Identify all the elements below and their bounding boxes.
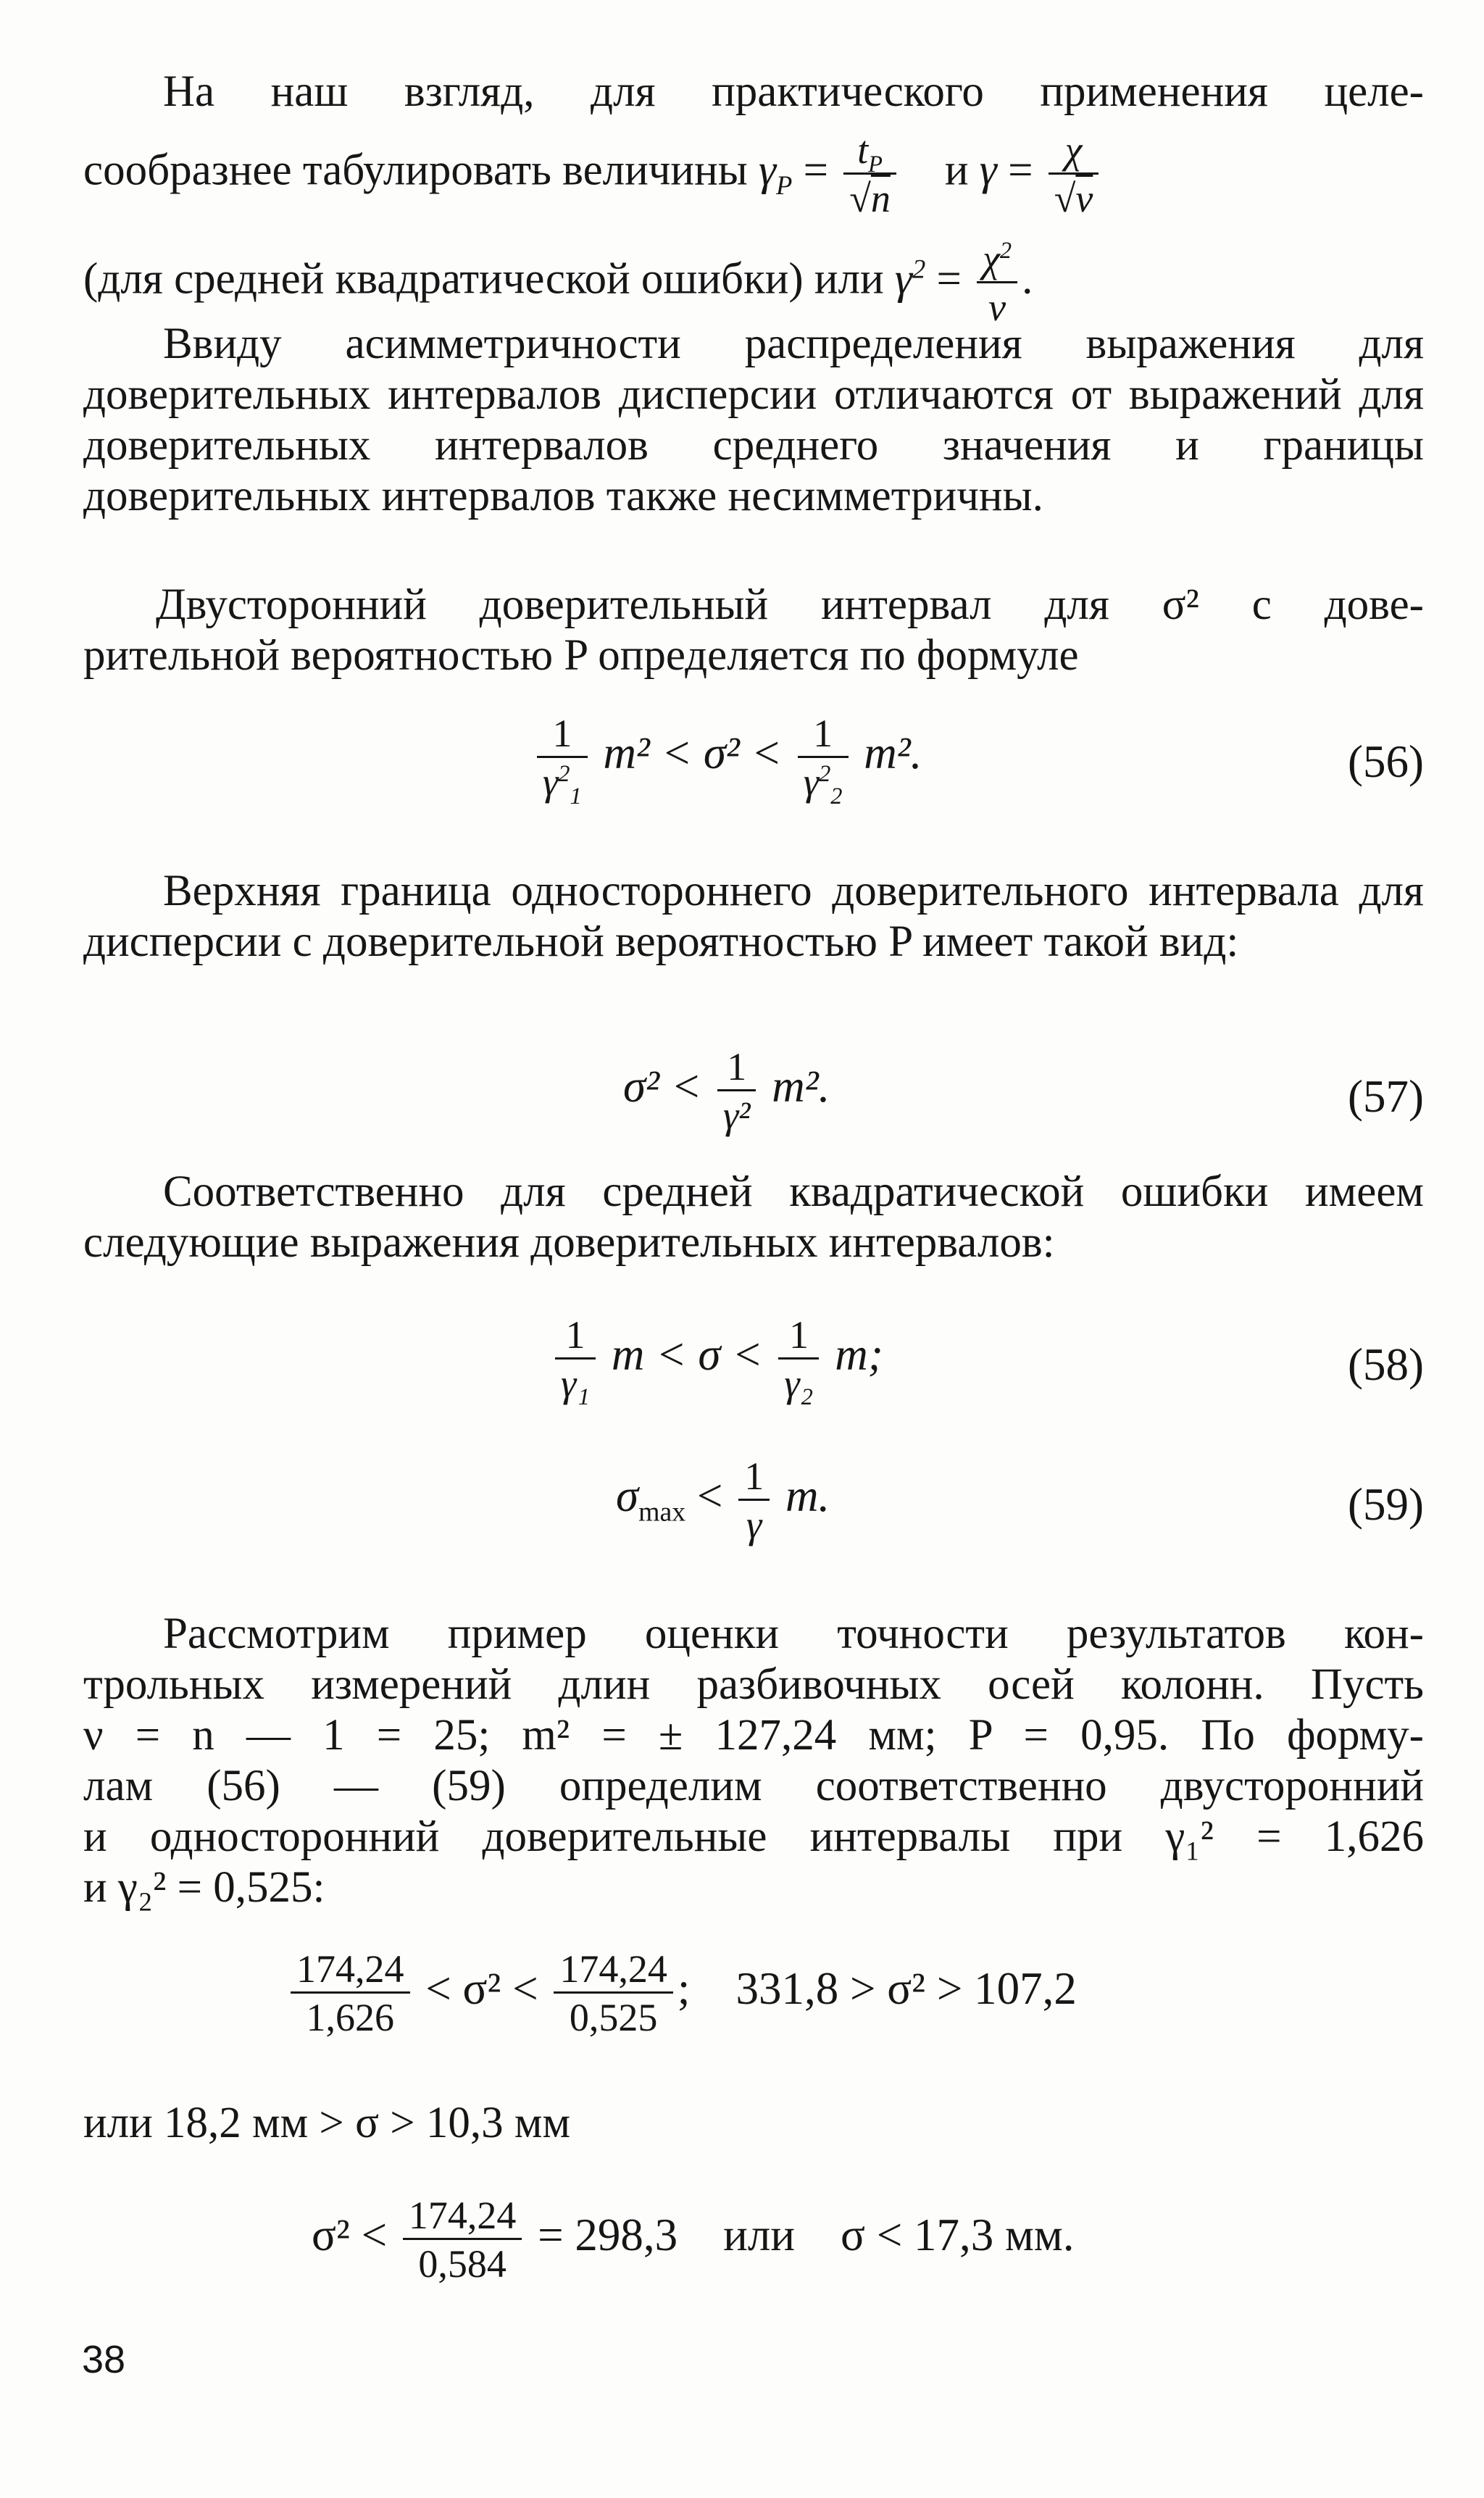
example-line: или 18,2 мм > σ > 10,3 мм [83,2099,571,2147]
gamma-fraction: $\frac{\chi}{√\nu}$ [1049,130,1099,218]
equation-57: σ² < $\frac{1}{\text{γ²}}$ m². [623,1045,830,1137]
p4-paragraph: Верхняя граница одностороннего доверительного интервала для дисперсии с доверительной вероятностью P имеет такой вид: [83,867,1424,966]
p3-line2: рительной вероятностью P определяется по формуле [83,631,1079,680]
example-equation-2: σ² < $\frac{174,24}{0,584}$ = 298,3 или σ < 17,3 мм. [312,2194,1075,2286]
p3-line1: Двусторонний доверительный интервал для σ² с дове- [156,580,1424,629]
p1-line2-text: сообразнее табулировать величины [83,146,748,195]
example-equation-1: $\frac{174,24}{1,626}$ < σ² < $\frac{174,24}{0,525}$ ; 331,8 > σ² > 107,2 [286,1949,1077,2037]
p6-line1: Рассмотрим пример оценки точности результатов кон- [163,1610,1424,1658]
equation-56: $\frac{1}{\gamma^2_1}$ m² < σ² < $\frac{1}{\gamma^2_2}$ m². [533,714,922,802]
gamma-p-symbol: $\gamma_P$ [758,146,793,200]
p1-line3-text: (для средней квадратической ошибки) или [83,254,884,304]
and-word: и [944,146,969,195]
equation-56-label: (56) [1348,736,1424,787]
p6-line4: лам (56) — (59) определим соответственно двусторонний [83,1762,1424,1810]
p6-line3: ν = n — 1 = 25; m² = ± 127,24 мм; P = 0,95. По форму- [83,1711,1424,1760]
equation-59: $\sigma_{max}$ < $\frac{1}{\gamma}$ m. [616,1454,830,1546]
p5-paragraph: Соответственно для средней квадратической ошибки имеем следующие выражения доверительных интервалов: [83,1167,1424,1267]
equation-57-label: (57) [1348,1071,1424,1122]
p2-paragraph: Ввиду асимметричности распределения выражения для доверительных интервалов дисперсии отличаются от выражений для доверительных интервалов среднего значения и границы доверительных интервалов также несимметричны. [83,320,1424,520]
gamma-p-fraction: $\frac{t_P}{√n}$ [843,130,896,218]
equation-58: $\frac{1}{\text{γ₁}}$ m < σ < $\frac{1}{\text{γ₂}}$ m; [551,1315,883,1403]
p6-line2: трольных измерений длин разбивочных осей колонн. Пусть [83,1660,1424,1709]
equation-58-label: (58) [1348,1339,1424,1390]
page-number: 38 [82,2338,126,2381]
p6-line5: и односторонний доверительные интервалы при γ₁² = 1,626 [83,1812,1424,1861]
p1-line1: На наш взгляд, для практического применения целе- [163,67,1424,116]
gamma2-fraction: $\frac{\chi^2}{\nu}$ [977,239,1017,327]
p1-line3: (для средней квадратической ошибки) или $\gamma^2$ = $\frac{\chi^2}{\nu}$ . [83,237,1033,329]
equation-59-label: (59) [1348,1479,1424,1530]
p1-line2: сообразнее табулировать величины $\gamma_P$ = $\frac{t_P}{√n}$ и γ = $\frac{\chi}{√\nu}$ [83,130,1424,218]
gamma-symbol: γ [979,146,997,195]
p6-line6: и γ₂² = 0,525: [83,1863,325,1912]
